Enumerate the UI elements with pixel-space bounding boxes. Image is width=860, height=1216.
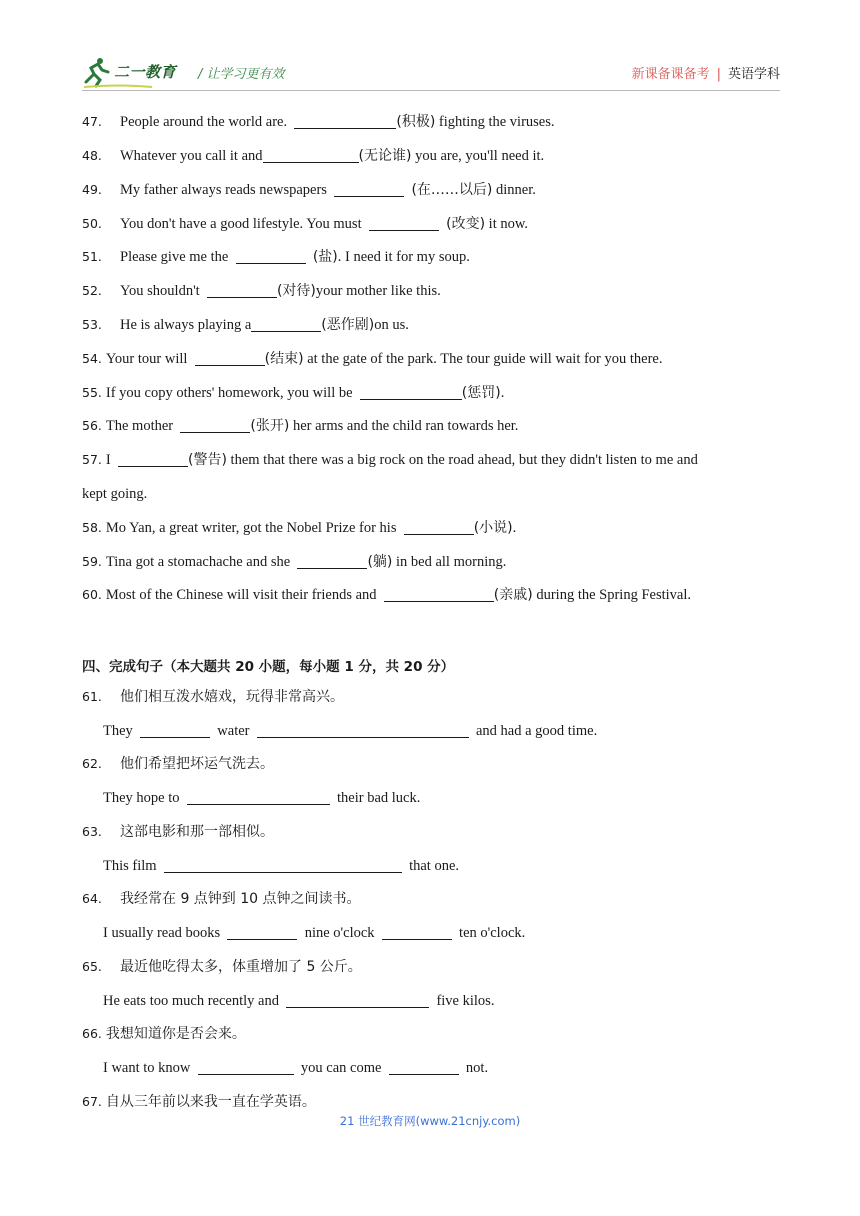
- question-text: during the Spring Festival.: [532, 587, 692, 603]
- chinese-sentence: 自从三年前以来我一直在学英语。: [105, 1094, 316, 1110]
- answer-text: you can come: [300, 1060, 382, 1076]
- question-text: on us.: [374, 317, 409, 333]
- answer-text: water: [217, 723, 250, 739]
- answer-text: their bad luck.: [337, 790, 421, 806]
- question-text: it now.: [485, 216, 529, 232]
- question-text: You don't have a good lifestyle. You must: [120, 216, 362, 232]
- question-50: [82, 215, 528, 233]
- answer-blank[interactable]: [164, 857, 402, 873]
- question-number: 58.: [82, 520, 102, 535]
- chinese-sentence: 我经常在 9 点钟到 10 点钟之间读书。: [120, 891, 361, 907]
- chinese-hint: (对待): [276, 283, 316, 299]
- question-number: 63.: [82, 824, 102, 839]
- question-number: 56.: [82, 418, 102, 433]
- question-58: [82, 519, 516, 537]
- answer-blank[interactable]: [257, 722, 469, 738]
- answer-text: nine o'clock: [304, 925, 375, 941]
- question-59: [82, 553, 506, 571]
- answer-text: I usually read books: [103, 925, 221, 941]
- question-text: fighting the viruses.: [435, 114, 555, 130]
- logo-text: 二一教育: [114, 63, 177, 81]
- page-header: [82, 52, 780, 92]
- question-number: 50.: [82, 216, 102, 231]
- question-text: The mother: [105, 418, 174, 434]
- chinese-sentence: 他们相互泼水嬉戏，玩得非常高兴。: [120, 689, 344, 705]
- header-divider: [82, 90, 780, 91]
- answer-blank[interactable]: [207, 282, 277, 298]
- question-60: [82, 586, 691, 604]
- chinese-hint: (无论谁): [358, 148, 412, 164]
- question-number: 57.: [82, 452, 102, 467]
- question-65-answer: [103, 992, 494, 1010]
- answer-blank[interactable]: [187, 789, 330, 805]
- answer-text: ten o'clock.: [459, 925, 526, 941]
- answer-blank[interactable]: [118, 451, 188, 467]
- question-51: [82, 248, 470, 266]
- answer-text: He eats too much recently and: [103, 993, 279, 1009]
- section-title: 四、完成句子（本大题共 20 小题，每小题 1 分，共 20 分）: [82, 659, 455, 675]
- question-number: 53.: [82, 317, 102, 332]
- question-text: If you copy others' homework, you will be: [105, 385, 353, 401]
- answer-text: They hope to: [103, 790, 180, 806]
- answer-text: not.: [465, 1060, 489, 1076]
- answer-blank[interactable]: [334, 181, 404, 197]
- answer-blank[interactable]: [384, 586, 494, 602]
- question-text: Whatever you call it and: [120, 148, 263, 164]
- answer-blank[interactable]: [294, 113, 396, 129]
- question-text: You shouldn't: [120, 283, 200, 299]
- question-number: 54.: [82, 351, 102, 366]
- question-number: 47.: [82, 114, 102, 129]
- question-56: [82, 417, 518, 435]
- question-text: in bed all morning.: [392, 554, 507, 570]
- answer-blank[interactable]: [369, 215, 439, 231]
- slogan-text: 让学习更有效: [206, 67, 285, 82]
- question-text: My father always reads newspapers: [120, 182, 327, 198]
- chinese-hint: (结束): [264, 351, 304, 367]
- question-text: your mother like this.: [315, 283, 441, 299]
- question-57-continued: kept going.: [82, 486, 148, 502]
- chinese-hint: (积极): [396, 114, 436, 130]
- answer-blank[interactable]: [140, 722, 210, 738]
- chinese-hint: (张开): [250, 418, 290, 434]
- question-64-answer: [103, 924, 525, 942]
- question-64-prompt: [82, 890, 361, 908]
- header-separator: |: [716, 67, 721, 82]
- question-61-prompt: [82, 688, 344, 706]
- question-63-answer: [103, 857, 459, 875]
- question-text: .: [512, 520, 517, 536]
- answer-blank[interactable]: [251, 316, 321, 332]
- answer-blank[interactable]: [195, 350, 265, 366]
- chinese-sentence: 最近他吃得太多，体重增加了 5 公斤。: [120, 959, 362, 975]
- question-number: 62.: [82, 756, 102, 771]
- question-text: Most of the Chinese will visit their friends and: [105, 587, 377, 603]
- answer-blank[interactable]: [198, 1059, 294, 1075]
- answer-text: This film: [103, 858, 157, 874]
- question-text: Tina got a stomachache and she: [105, 554, 291, 570]
- chinese-hint: (改变): [446, 216, 486, 232]
- question-number: 55.: [82, 385, 102, 400]
- question-number: 52.: [82, 283, 102, 298]
- question-number: 49.: [82, 182, 102, 197]
- course-label: 新课备课备考: [631, 67, 710, 82]
- answer-blank[interactable]: [360, 384, 462, 400]
- question-number: 60.: [82, 587, 102, 602]
- question-text: you are, you'll need it.: [411, 148, 545, 164]
- question-number: 61.: [82, 689, 102, 704]
- question-54: [82, 350, 663, 368]
- answer-blank[interactable]: [263, 147, 359, 163]
- question-text: Mo Yan, a great writer, got the Nobel Prize for his: [105, 520, 397, 536]
- question-63-prompt: [82, 823, 274, 841]
- question-66-answer: [103, 1059, 488, 1077]
- question-65-prompt: [82, 958, 362, 976]
- chinese-hint: (警告): [187, 452, 227, 468]
- answer-blank[interactable]: [236, 248, 306, 264]
- question-number: 66.: [82, 1026, 102, 1041]
- chinese-sentence: 他们希望把坏运气洗去。: [120, 756, 274, 772]
- question-67-prompt: [82, 1093, 316, 1111]
- question-number: 65.: [82, 959, 102, 974]
- page-footer: 21 世纪教育网(www.21cnjy.com): [339, 1114, 521, 1128]
- question-52: [82, 282, 441, 300]
- question-text: Your tour will: [105, 351, 188, 367]
- question-number: 51.: [82, 249, 102, 264]
- question-47: [82, 113, 555, 131]
- question-57: [82, 451, 698, 469]
- chinese-hint: (小说): [473, 520, 513, 536]
- question-text: dinner.: [492, 182, 536, 198]
- answer-blank[interactable]: [180, 417, 250, 433]
- question-53: [82, 316, 409, 334]
- answer-text: that one.: [409, 858, 460, 874]
- question-number: 59.: [82, 554, 102, 569]
- answer-blank[interactable]: [286, 992, 429, 1008]
- question-text: .: [500, 385, 505, 401]
- chinese-sentence: 我想知道你是否会来。: [105, 1026, 246, 1042]
- answer-blank[interactable]: [404, 519, 474, 535]
- answer-text: five kilos.: [436, 993, 495, 1009]
- question-number: 67.: [82, 1094, 102, 1109]
- question-number: 48.: [82, 148, 102, 163]
- answer-blank[interactable]: [382, 924, 452, 940]
- question-text: He is always playing a: [120, 317, 252, 333]
- chinese-hint: (躺): [367, 554, 393, 570]
- question-text: them that there was a big rock on the road ahead, but they didn't listen to me and: [226, 452, 698, 468]
- chinese-sentence: 这部电影和那一部相似。: [120, 824, 274, 840]
- question-text: Please give me the: [120, 249, 229, 265]
- question-text: People around the world are.: [120, 114, 288, 130]
- chinese-hint: (惩罚): [461, 385, 501, 401]
- answer-text: and had a good time.: [476, 723, 598, 739]
- question-55: [82, 384, 504, 402]
- answer-blank[interactable]: [389, 1059, 459, 1075]
- chinese-hint: (亲戚): [493, 587, 533, 603]
- question-text: I: [105, 452, 111, 468]
- chinese-hint: (盐): [312, 249, 338, 265]
- question-text: at the gate of the park. The tour guide will wait for you there.: [303, 351, 663, 367]
- subject-label: 英语学科: [727, 67, 780, 82]
- slogan: / 让学习更有效: [198, 67, 285, 82]
- question-62-prompt: [82, 755, 274, 773]
- question-66-prompt: [82, 1025, 246, 1043]
- answer-blank[interactable]: [297, 553, 367, 569]
- answer-blank[interactable]: [227, 924, 297, 940]
- chinese-hint: (恶作剧): [321, 317, 375, 333]
- question-61-answer: [103, 722, 597, 740]
- question-text: her arms and the child ran towards her.: [289, 418, 519, 434]
- header-right: [632, 63, 780, 82]
- question-49: [82, 181, 536, 199]
- answer-text: I want to know: [103, 1060, 191, 1076]
- question-text: . I need it for my soup.: [337, 249, 470, 265]
- answer-text: They: [103, 723, 133, 739]
- question-number: 64.: [82, 891, 102, 906]
- question-62-answer: [103, 789, 420, 807]
- chinese-hint: (在……以后): [411, 182, 493, 198]
- question-48: [82, 147, 544, 165]
